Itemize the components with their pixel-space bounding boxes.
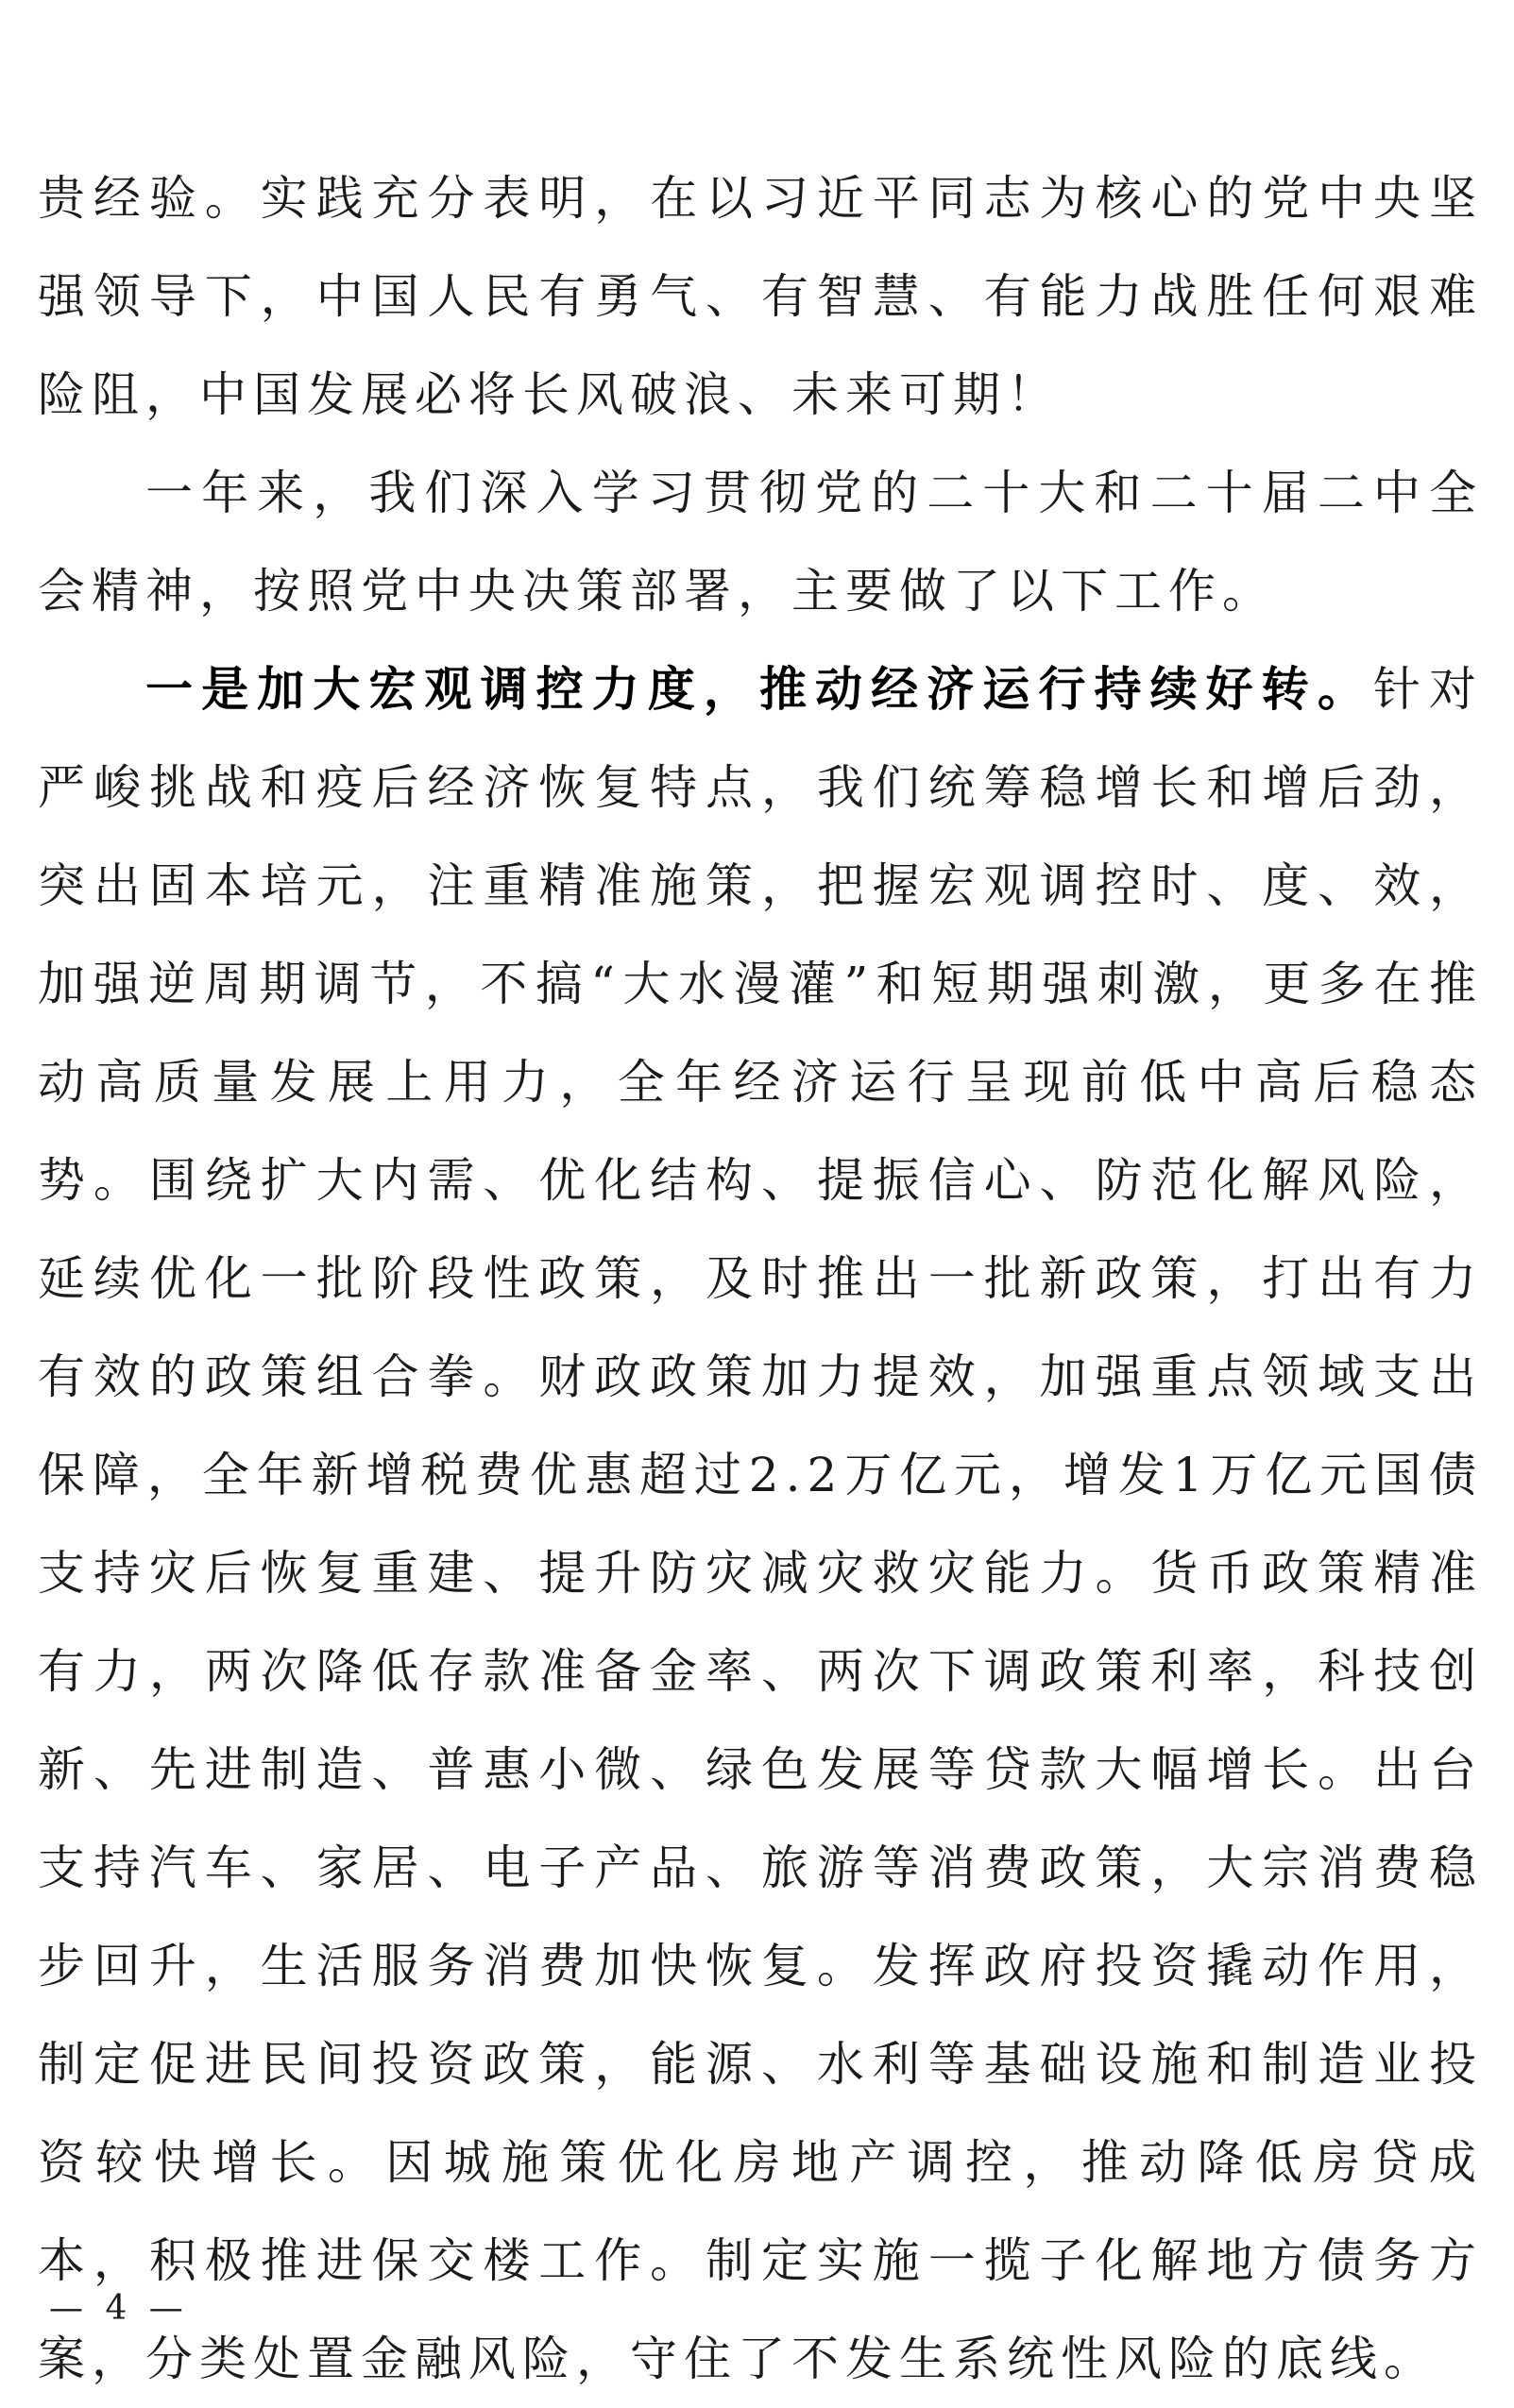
paragraph-macro-control <box>38 640 1483 2408</box>
paragraph-continuation <box>38 149 1483 444</box>
paragraph-1-text: 贵经验。实践充分表明，在以习近平同志为核心的党中央坚强领导下，中国人民有勇气、有智慧、有能力战胜任何艰难险阻，中国发展必将长风破浪、未来可期！ <box>38 171 1483 422</box>
paragraph-3-heading: 一是加大宏观调控力度，推动经济运行持续好转。 <box>145 661 1373 717</box>
paragraph-2-text: 一年来，我们深入学习贯彻党的二十大和二十届二中全会精神，按照党中央决策部署，主要做了以下工作。 <box>38 466 1483 619</box>
body-text <box>38 149 1483 2408</box>
paragraph-summary <box>38 444 1483 640</box>
paragraph-3-text: 针对严峻挑战和疫后经济恢复特点，我们统筹稳增长和增后劲，突出固本培元，注重精准施策，把握宏观调控时、度、效，加强逆周期调节，不搞“大水漫灌”和短期强刺激，更多在推动高质量发展上用力，全年经济运行呈现前低中高后稳态势。围绕扩大内需、优化结构、提振信心、防范化解风险，延续优化一批阶段性政策，及时推出一批新政策，打出有力有效的政策组合拳。财政政策加力提效，加强重点领域支出保障，全年新增税费优惠超过2.2万亿元，增发1万亿元国债支持灾后恢复重建、提升防灾减灾救灾能力。货币政策精准有力，两次降低存款准备金率、两次下调政策利率，科技创新、先进制造、普惠小微、绿色发展等贷款大幅增长。出台支持汽车、家居、电子产品、旅游等消费政策，大宗消费稳步回升，生活服务消费加快恢复。发挥政府投资撬动作用，制定促进民间投资政策，能源、水利等基础设施和制造业投资较快增长。因城施策优化房地产调控，推动降低房贷成本，积极推进保交楼工作。制定实施一揽子化解地方债务方案，分类处置金融风险，守住了不发生系统性风险的底线。 <box>38 662 1484 2386</box>
page-number: — 4 — <box>49 2289 189 2328</box>
